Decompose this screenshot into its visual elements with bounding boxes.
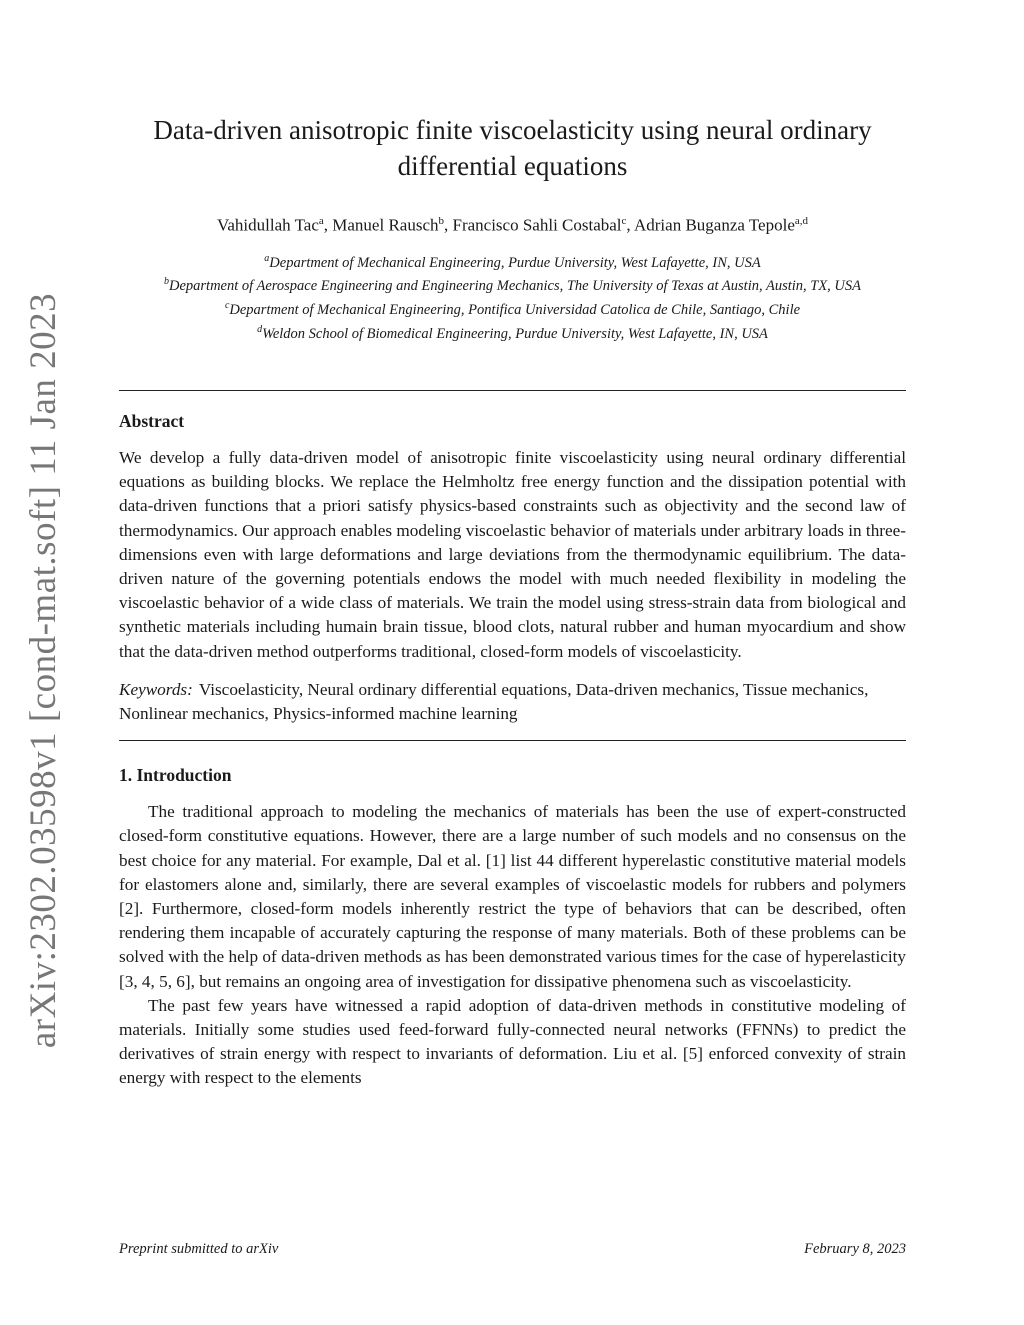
keywords-text: Viscoelasticity, Neural ordinary differential equations, Data-driven mechanics, Tissue mechanics, Nonlinear mechanics, Physics-informed machine learning [119,679,869,723]
introduction-body [119,800,906,1090]
section-heading-introduction: 1. Introduction [119,765,232,786]
footer-date: February 8, 2023 [804,1241,906,1257]
paper-title [119,112,906,184]
title-line-1: Data-driven anisotropic finite viscoelasticity using neural ordinary [153,115,872,145]
affiliation-item: $^d$Weldon School of Biomedical Engineering, Purdue University, West Lafayette, IN, USA [257,324,768,342]
keywords-label: Keywords: [119,679,193,699]
arxiv-identifier-stamp [14,292,74,1048]
abstract-bottom-divider [119,740,906,741]
title-line-2: differential equations [397,151,628,181]
abstract-text: We develop a fully data-driven model of anisotropic finite viscoelasticity using neural ordinary differential equations as building blocks. We replace the Helmholtz free energy function and the dissipation potential with data-driven functions that a priori satisfy physics-based constraints such as objectivity and the second law of thermodynamics. Our approach enables modeling viscoelastic behavior of materials under arbitrary loads in three-dimensions even with large deformations and large deviations from the thermodynamic equilibrium. The data-driven nature of the governing potentials endows the model with much needed flexibility in modeling the viscoelastic behavior of a wide class of materials. We train the model using stress-strain data from biological and synthetic materials including humain brain tissue, blood clots, natural rubber and human myocardium and show that the data-driven method outperforms traditional, closed-form models of viscoelasticity. [119,447,906,661]
footer-submission-note: Preprint submitted to arXiv [119,1241,279,1257]
author-affiliation-mark: b [438,215,444,227]
page-footer [119,1241,906,1258]
author-affiliation-mark: a,d [794,215,809,227]
paragraph: The past few years have witnessed a rapid adoption of data-driven methods in constitutive modeling of materials. Initially some studies used feed-forward fully-connected neural networks (FFNNs) to predict the derivatives of strain energy with respect to invariants of deformation. Liu et al. [5] enforced convexity of strain energy with respect to the elements [119,995,906,1088]
author-name: Manuel Rausch [332,215,439,235]
author-affiliation-mark: a [318,215,324,227]
affiliation-item: $^a$Department of Mechanical Engineering, Purdue University, West Lafayette, IN, USA [264,252,761,271]
affiliation-item: $^b$Department of Aerospace Engineering and Engineering Mechanics, The University of Texas at Austin, Austin, TX, USA [163,276,862,295]
paper-page [119,0,906,1091]
abstract-heading: Abstract [119,410,185,431]
author-name: Adrian Buganza Tepole [633,215,795,235]
paragraph: The traditional approach to modeling the mechanics of materials has been the use of expert-constructed closed-form constitutive equations. However, there are a large number of such models and no consensus on the best choice for any material. For example, Dal et al. [1] list 44 different hyperelastic constitutive material models for elastomers alone and, similarly, there are several examples of viscoelastic models for rubbers and polymers [2]. Furthermore, closed-form models inherently restrict the type of behaviors that can be described, often rendering them incapable of accurately capturing the response of many materials. Both of these problems can be solved with the help of data-driven methods as has been demonstrated various times for the case of hyperelasticity [3, 4, 5, 6], but remains an ongoing area of investigation for dissipative phenomena such as viscoelasticity. [119,802,906,991]
author-affiliation-mark: c [621,215,627,227]
author-list: Vahidullah Tac$^a$, Manuel Rausch$^b$, Francisco Sahli Costabal$^c$, Adrian Buganza Tepole$^{a,d}$ [216,215,809,235]
keywords [119,678,906,726]
author-name: Francisco Sahli Costabal [452,215,622,235]
affiliation-item: $^c$Department of Mechanical Engineering, Pontifica Universidad Catolica de Chile, Santiago, Chile [224,300,801,319]
affiliation-list [119,249,906,344]
author-name: Vahidullah Tac [216,215,319,235]
arxiv-identifier-text: arXiv:2302.03598v1 [cond-mat.soft] 11 Jan 2023 [23,292,65,1048]
abstract-top-divider [119,390,906,391]
